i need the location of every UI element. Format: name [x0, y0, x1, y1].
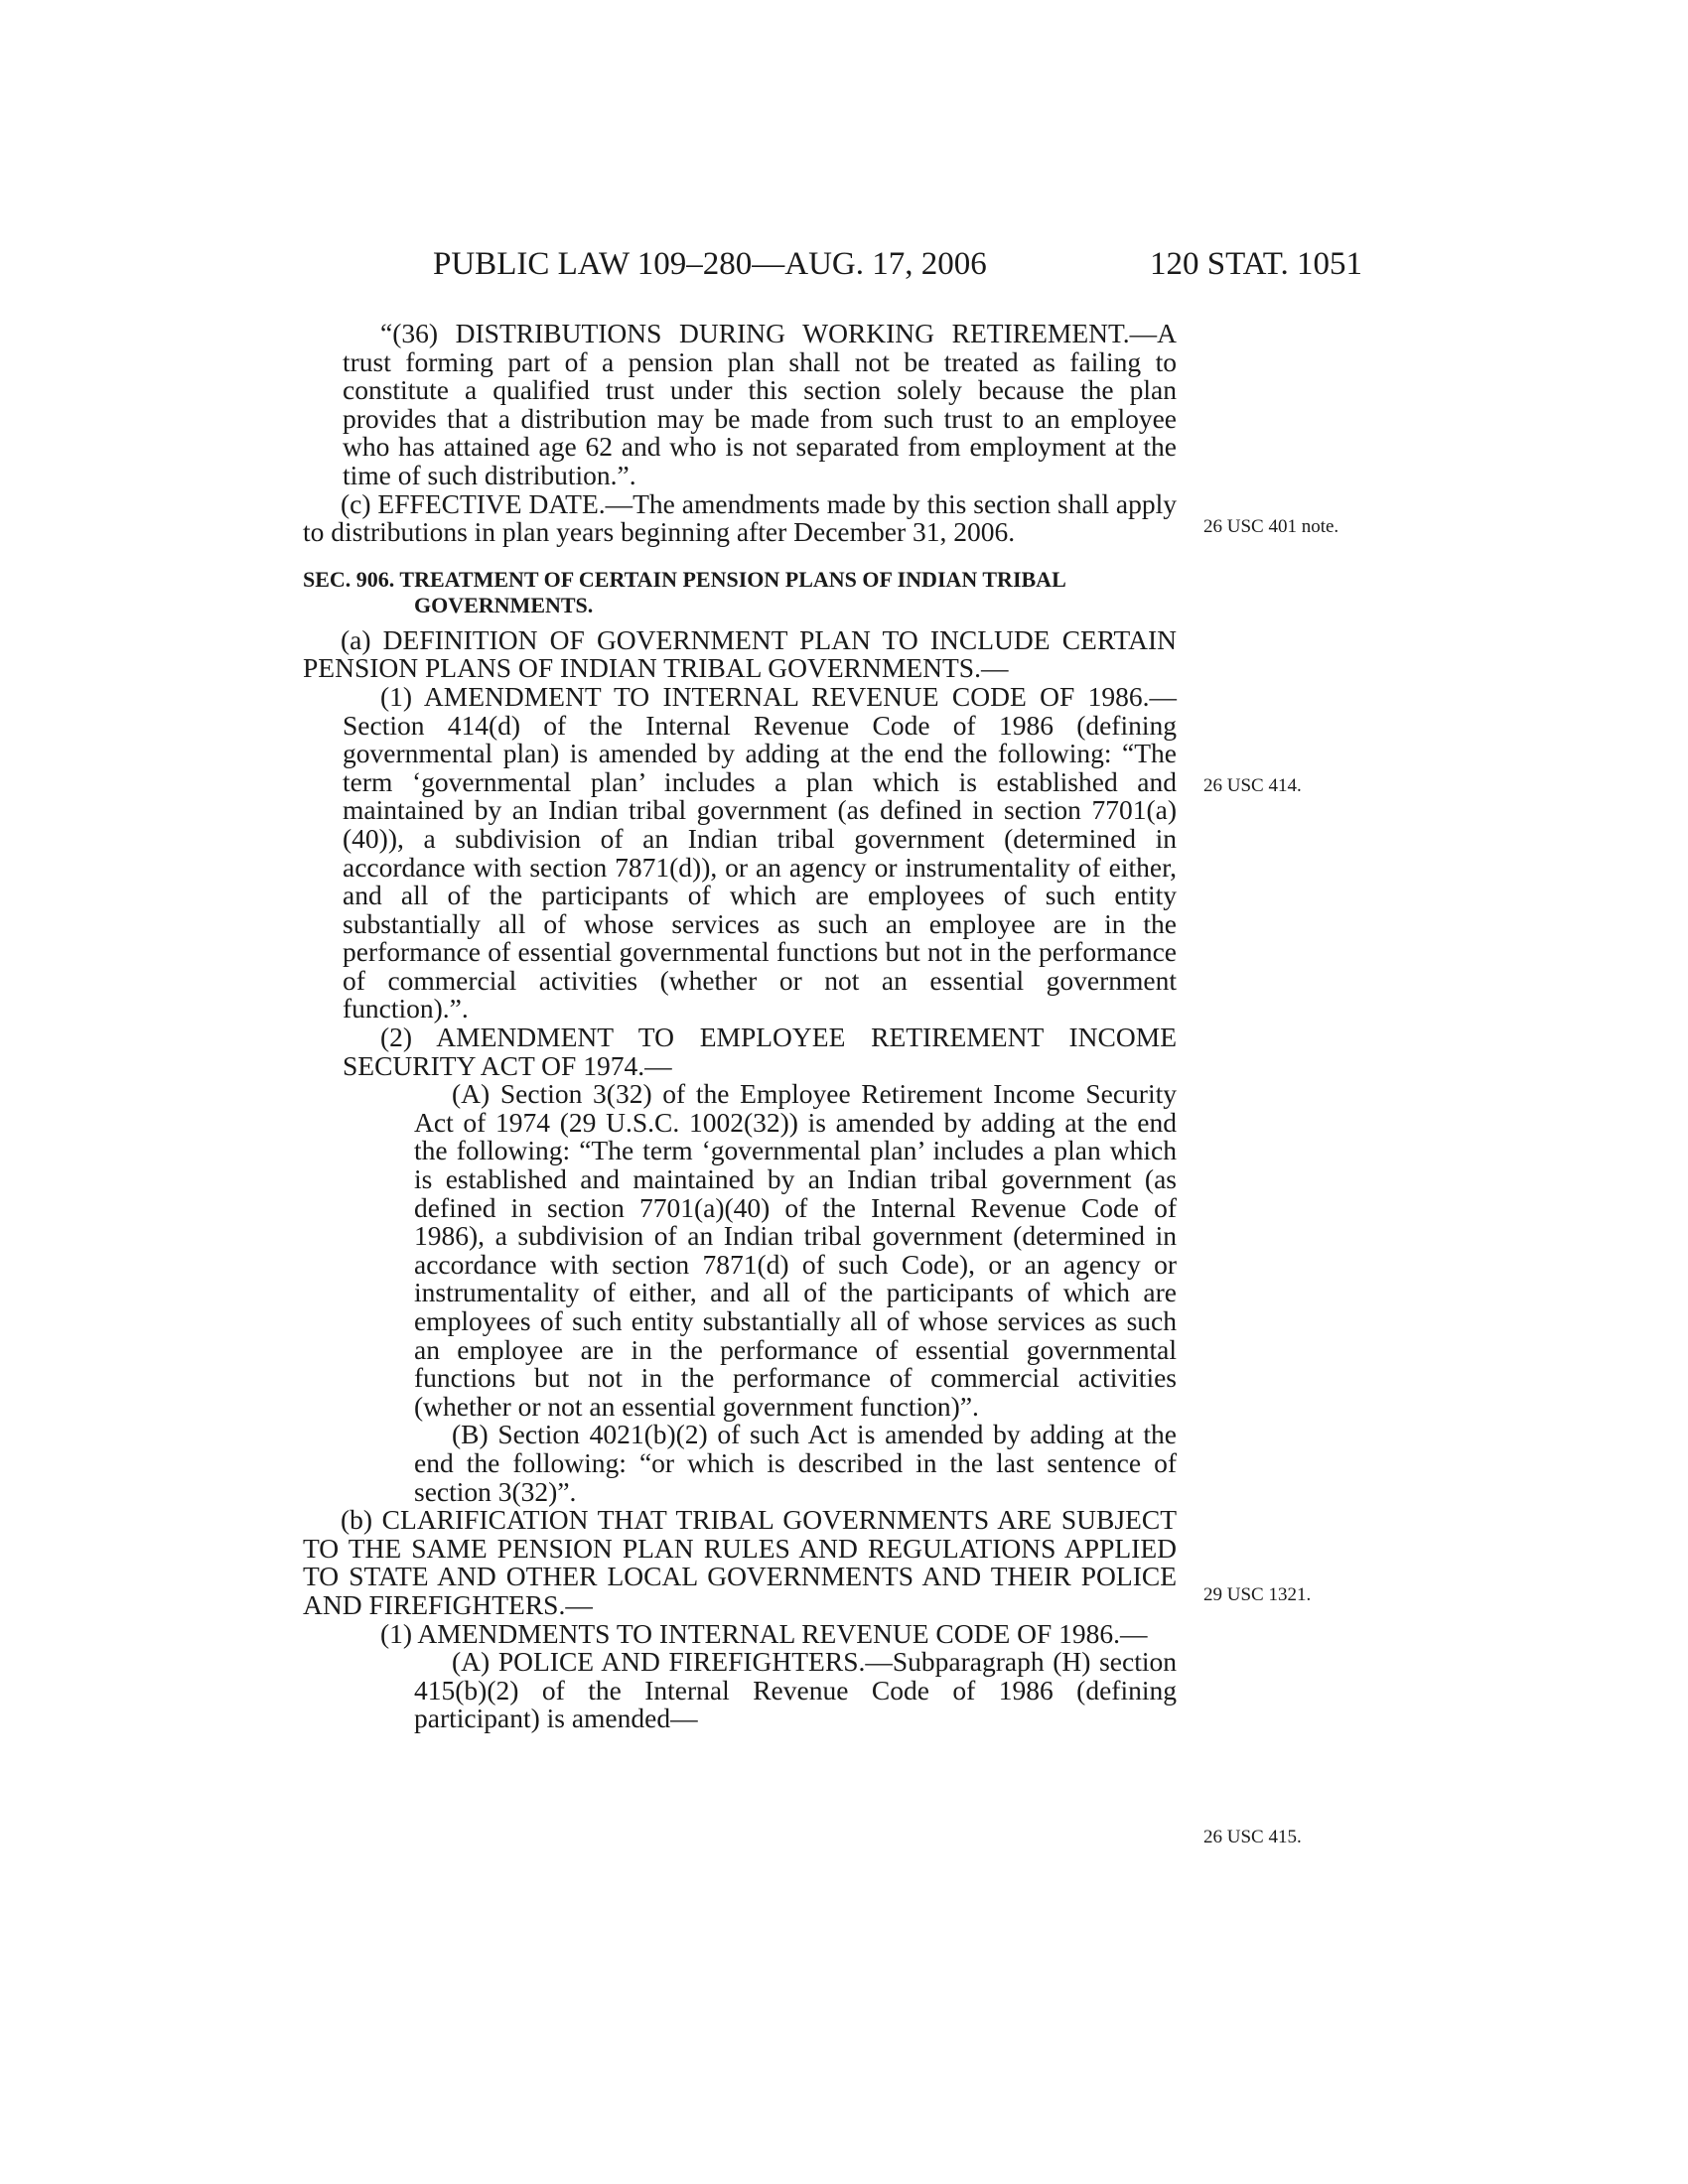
margin-note: 26 USC 401 note. — [1203, 516, 1339, 537]
page-header — [0, 246, 1688, 286]
section-heading: SEC. 906. TREATMENT OF CERTAIN PENSION PLANS OF INDIAN TRIBAL GOVERNMENTS. — [303, 566, 1065, 617]
paragraph-36: “(36) DISTRIBUTIONS DURING WORKING RETIREMENT.—A trust forming part of a pension plan shall not be treated as failing to constitute a qualified trust under this section solely because the plan provides that a distribution may be made from such trust to an employee who has attained age 62 and who is not separated from employment at the time of such distribution.”. — [343, 318, 1177, 490]
document-body — [303, 320, 1177, 1733]
paragraph-a2A: (A) Section 3(32) of the Employee Retirement Income Security Act of 1974 (29 U.S.C. 1002(32)) is amended by adding at the end the following: “The term ‘governmental plan’ includes a plan which is established and maintained by an Indian tribal government (as defined in section 7701(a)(40) of the Internal Revenue Code of 1986), a subdivision of an Indian tribal government (determined in accordance with section 7871(d) of such Code), or an agency or instrumentality of either, and all of the participants of which are employees of such entity substantially all of whose services as such an employee are in the performance of essential governmental functions but not in the performance of commercial activities (whether or not an essential government function)”. — [414, 1078, 1177, 1422]
paragraph-b1: (1) AMENDMENTS TO INTERNAL REVENUE CODE OF 1986.— — [380, 1617, 1148, 1649]
paragraph-b1A: (A) POLICE AND FIREFIGHTERS.—Subparagraph (H) section 415(b)(2) of the Internal Revenue Code of 1986 (defining participant) is amended— — [414, 1646, 1177, 1734]
law-title: PUBLIC LAW 109–280—AUG. 17, 2006 — [433, 246, 987, 282]
margin-note: 26 USC 415. — [1203, 1827, 1302, 1847]
paragraph-a2B: (B) Section 4021(b)(2) of such Act is amended by adding at the end the following: “or which is described in the last sentence of section 3(32)”. — [414, 1419, 1177, 1507]
paragraph-a: (a) DEFINITION OF GOVERNMENT PLAN TO INCLUDE CERTAIN PENSION PLANS OF INDIAN TRIBAL GOVERNMENTS.— — [303, 623, 1177, 684]
margin-note: 26 USC 414. — [1203, 775, 1302, 796]
paragraph-a2: (2) AMENDMENT TO EMPLOYEE RETIREMENT INCOME SECURITY ACT OF 1974.— — [343, 1022, 1177, 1081]
statute-page-number: 120 STAT. 1051 — [1150, 246, 1363, 282]
paragraph-c: (c) EFFECTIVE DATE.—The amendments made by this section shall apply to distributions in plan years beginning after December 31, 2006. — [303, 487, 1177, 548]
paragraph-b: (b) CLARIFICATION THAT TRIBAL GOVERNMENTS ARE SUBJECT TO THE SAME PENSION PLAN RULES AND REGULATIONS APPLIED TO STATE AND OTHER LOCAL GOVERNMENTS AND THEIR POLICE AND FIREFIGHTERS.— — [303, 1504, 1177, 1620]
paragraph-a1: (1) AMENDMENT TO INTERNAL REVENUE CODE OF 1986.— Section 414(d) of the Internal Revenue Code of 1986 (defining governmental plan) is amended by adding at the end the following: “The term ‘governmental plan’ includes a plan which is established and maintained by an Indian tribal government (as defined in section 7701(a)(40)), a subdivision of an Indian tribal government (determined in accordance with section 7871(d)), or an agency or instrumentality of either, and all of the participants of which are employees of such entity substantially all of whose services as such an employee are in the performance of essential governmental functions but not in the performance of commercial activities (whether or not an essential government function).”. — [343, 680, 1177, 1024]
margin-note: 29 USC 1321. — [1203, 1584, 1312, 1605]
